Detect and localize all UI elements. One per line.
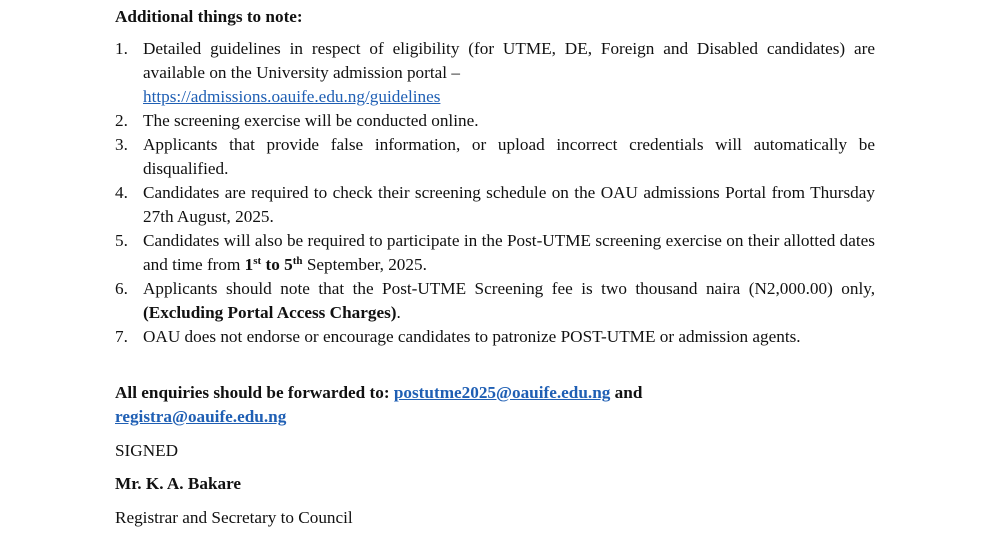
list-item [115,325,875,349]
item-text: Candidates will also be required to participate in the Post-UTME screening exercise on their allotted dates and time from [143,231,875,274]
item-number: 2. [115,111,128,130]
item-number: 6. [115,279,128,298]
signatory-name: Mr. K. A. Bakare [115,474,242,493]
registra-email-link[interactable]: registra@oauife.edu.ng [115,407,287,426]
section-heading: Additional things to note: [115,7,303,26]
postutme-email-link[interactable]: postutme2025@oauife.edu.ng [393,383,611,402]
item-bold-note: (Excluding Portal Access Charges) [143,303,397,322]
item-text: Applicants that provide false information, or upload incorrect credentials will automatically be disqualified. [143,135,875,178]
item-text: Candidates are required to check their screening schedule on the OAU admissions Portal from Thursday 27th August, 2025. [143,183,875,226]
list-item [115,109,875,133]
signed-label: SIGNED [115,441,179,460]
signatory-title: Registrar and Secretary to Council [115,508,353,527]
list-item: 6. Applicants should note that the Post-UTME Screening fee is two thousand naira (N2,000.00) only, (Excluding Portal Access Charges). [115,279,875,322]
item-text: OAU does not endorse or encourage candidates to patronize POST-UTME or admission agents. [143,327,801,346]
enquiries-line: All enquiries should be forwarded to: postutme2025@oauife.edu.ng and registra@oauife.edu.ng [115,383,643,426]
item-text: Detailed guidelines in respect of eligibility (for UTME, DE, Foreign and Disabled candidates) are available on the University admission portal – [143,39,875,82]
enquiries-prefix: All enquiries should be forwarded to: [115,383,394,402]
list-item [115,37,875,109]
item-text: Applicants should note that the Post-UTME Screening fee is two thousand naira (N2,000.00) only, [143,279,875,298]
item-number: 1. [115,39,128,58]
item-number: 3. [115,135,128,154]
item-number: 4. [115,183,128,202]
guidelines-link[interactable]: https://admissions.oauife.edu.ng/guidelines [143,87,441,106]
item-text: The screening exercise will be conducted online. [143,111,479,130]
list-item [115,181,875,229]
item-number: 5. [115,231,128,250]
notes-list [115,37,875,349]
item-number: 7. [115,327,128,346]
date-range-start: 1st to 5th [244,255,303,274]
item-text-end: September, 2025. [302,255,427,274]
list-item [115,229,875,277]
list-item [115,133,875,181]
